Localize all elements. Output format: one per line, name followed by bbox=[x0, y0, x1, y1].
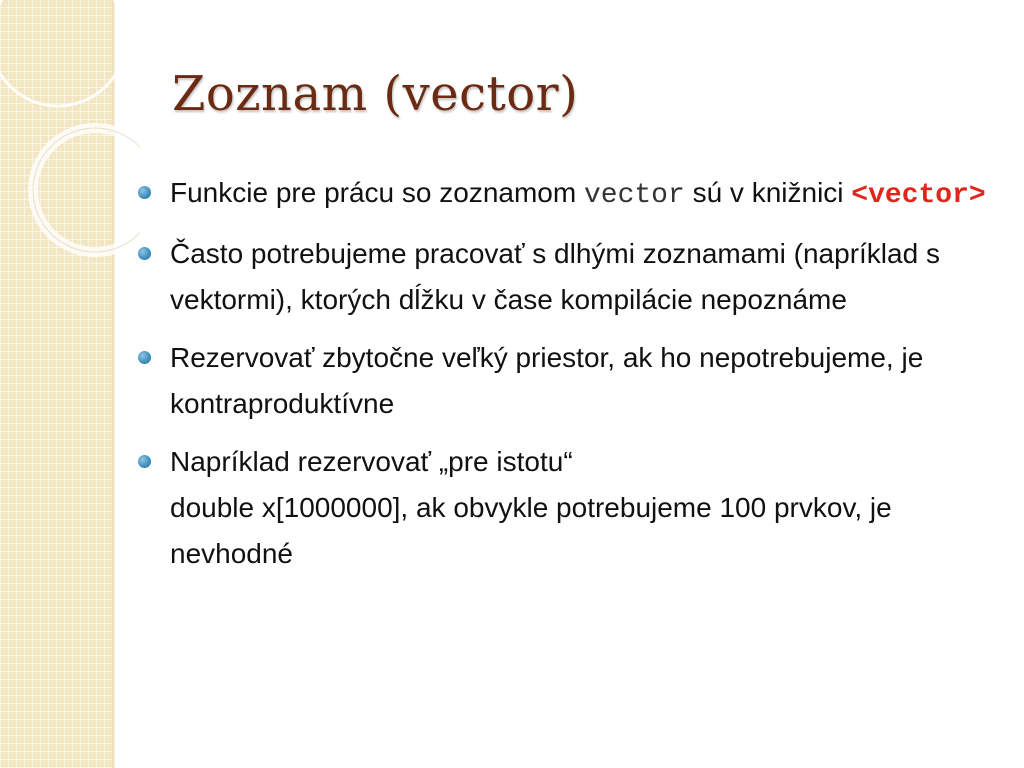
decorative-circles-icon bbox=[0, 0, 140, 300]
bullet-dot-icon bbox=[138, 351, 151, 364]
bullet-text-line1: Napríklad rezervovať „pre istotu“ bbox=[170, 446, 573, 477]
code-vector-header: <vector> bbox=[851, 180, 986, 211]
bullet-item-long-lists bbox=[130, 231, 990, 323]
bullet-text: Často potrebujeme pracovať s dlhými zoznamami (napríklad s vektormi), ktorých dĺžku v čase kompilácie nepoznáme bbox=[170, 238, 940, 315]
bullet-item-example bbox=[130, 439, 990, 577]
code-vector: vector bbox=[583, 180, 685, 211]
bullet-text: Rezervovať zbytočne veľký priestor, ak ho nepotrebujeme, je kontraproduktívne bbox=[170, 342, 924, 419]
bullet-item-reserve-space bbox=[130, 335, 990, 427]
bullet-dot-icon bbox=[138, 455, 151, 468]
bullet-item-vector-library bbox=[130, 170, 990, 219]
bullet-dot-icon bbox=[138, 186, 151, 199]
bullet-text: sú v knižnici bbox=[684, 177, 852, 208]
bullet-list bbox=[130, 170, 990, 589]
bullet-dot-icon bbox=[138, 247, 151, 260]
bullet-text-line2: double x[1000000], ak obvykle potrebujeme 100 prvkov, je nevhodné bbox=[170, 492, 892, 569]
bullet-text: Funkcie pre prácu so zoznamom bbox=[170, 177, 584, 208]
slide-title: Zoznam (vector) bbox=[172, 66, 579, 122]
